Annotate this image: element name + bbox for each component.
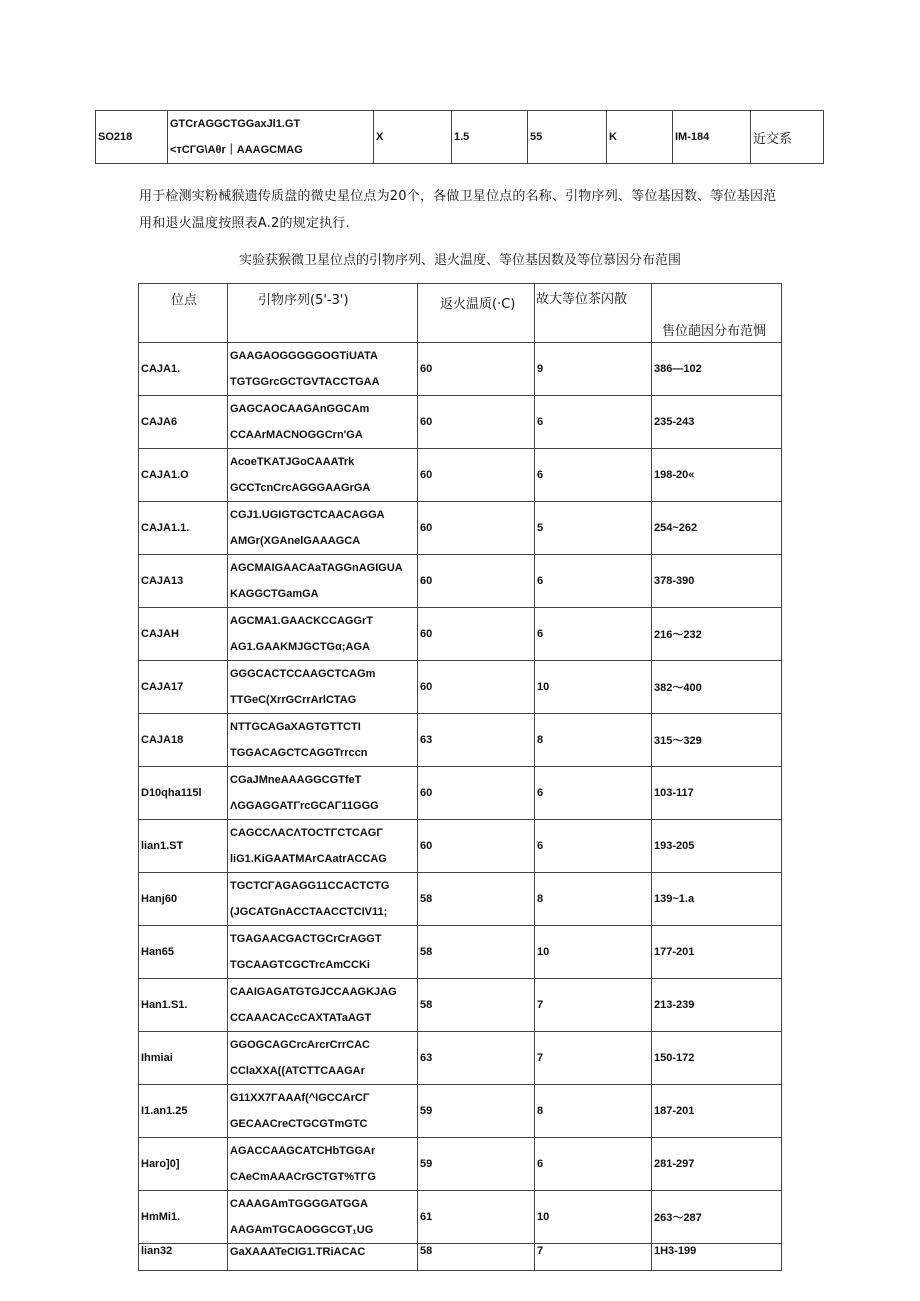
table-row [139, 396, 782, 449]
primer-sequence-cell [228, 1032, 418, 1085]
primer-line-2: <тCГG\Aθr｜AAAGCMAG [170, 144, 303, 156]
table-row [139, 979, 782, 1032]
primer-line-2: GCCTcnCrcAGGGAAGrGA [230, 482, 371, 494]
primer-sequence-cell [228, 449, 418, 502]
primer-line-2: TGCAAGTCGCTrcAmCCKi [230, 959, 370, 971]
allele-count-cell: 8 [535, 1085, 652, 1138]
microsatellite-table [138, 283, 782, 1271]
primer-line-2: ΛGGAGGATΓrcGCAΓ11GGG [230, 800, 379, 812]
table-row [139, 714, 782, 767]
primer-sequence-cell [228, 926, 418, 979]
table-row [139, 926, 782, 979]
primer-sequence-cell [168, 111, 374, 164]
table-caption: 实验获猴微卫星位点的引物序列、退火温度、等位基因数及等位慕因分布范围 [238, 253, 681, 268]
locus-cell: CAJA1. [139, 343, 228, 396]
allele-range-cell: 1H3-199 [652, 1244, 782, 1271]
primer-sequence-cell [228, 608, 418, 661]
locus-cell: CAJA1.1. [139, 502, 228, 555]
locus-cell: CAJA18 [139, 714, 228, 767]
table-cell: K [607, 111, 673, 164]
annealing-temp-cell: 58 [418, 979, 535, 1032]
allele-count-cell: 10 [535, 1191, 652, 1244]
table-row [139, 1138, 782, 1191]
primer-line-2: KAGGCTGamGA [230, 588, 319, 600]
primer-sequence-cell [228, 873, 418, 926]
allele-count-cell: 8 [535, 873, 652, 926]
primer-sequence-cell [228, 979, 418, 1032]
table-cell: X [374, 111, 452, 164]
locus-cell: Han65 [139, 926, 228, 979]
allele-count-cell: 6 [535, 396, 652, 449]
allele-count-cell: 7 [535, 979, 652, 1032]
primer-line-2: CCAAACACcCAXTATaAGT [230, 1012, 372, 1024]
header-range: 售位葩因分布范惆 [652, 284, 782, 343]
allele-count-cell: 6 [535, 820, 652, 873]
table-row [139, 873, 782, 926]
primer-line-2: GECAACreCTGCGTmGTC [230, 1118, 368, 1130]
header-alleles: 故大等位茶闪散 [535, 284, 652, 343]
table-row [139, 820, 782, 873]
locus-cell: HmMi1. [139, 1191, 228, 1244]
allele-count-cell: 10 [535, 926, 652, 979]
primer-sequence-cell [228, 1085, 418, 1138]
primer-line-1: NTTGCAGaXAGTGTTCTI [230, 721, 361, 733]
table-cell: 近交系 [751, 111, 824, 164]
primer-line-1: CGJ1.UGIGTGCTCAACAGGA [230, 509, 385, 521]
locus-cell: CAJA13 [139, 555, 228, 608]
allele-range-cell: 382～400 [652, 661, 782, 714]
locus-cell: CAJA17 [139, 661, 228, 714]
primer-sequence-cell [228, 820, 418, 873]
allele-range-cell: 315～329 [652, 714, 782, 767]
annealing-temp-cell: 63 [418, 1032, 535, 1085]
primer-line-1: G11XX7ΓAAAf(^IGCCArCΓ [230, 1092, 370, 1104]
locus-cell: I1.an1.25 [139, 1085, 228, 1138]
primer-sequence-cell [228, 1244, 418, 1271]
annealing-temp-cell: 63 [418, 714, 535, 767]
table-row [139, 767, 782, 820]
allele-count-cell: 6 [535, 608, 652, 661]
allele-count-cell: 7 [535, 1032, 652, 1085]
primer-sequence-cell [228, 1138, 418, 1191]
annealing-temp-cell: 58 [418, 1244, 535, 1271]
allele-count-cell: 9 [535, 343, 652, 396]
primer-line-2: CAeCmAAACrGCTGT%TΓG [230, 1171, 376, 1183]
allele-range-cell: 213-239 [652, 979, 782, 1032]
allele-count-cell: 6 [535, 1138, 652, 1191]
primer-line-1: TGAGAACGACTGCrCrAGGT [230, 933, 382, 945]
allele-range-cell: 378-390 [652, 555, 782, 608]
primer-line-2: (JGCATGnACCTAACCTCIV11; [230, 906, 388, 918]
annealing-temp-cell: 60 [418, 555, 535, 608]
table-row [139, 1032, 782, 1085]
allele-range-cell: 198-20« [652, 449, 782, 502]
primer-sequence-cell [228, 1191, 418, 1244]
locus-cell: lian32 [139, 1244, 228, 1271]
primer-line-1: CAAIGAGATGTGJCCAAGKJAG [230, 986, 397, 998]
primer-line-1: AcoeTKATJGoCAAATrk [230, 456, 355, 468]
annealing-temp-cell: 60 [418, 449, 535, 502]
locus-cell: D10qha115l [139, 767, 228, 820]
locus-cell: lian1.ST [139, 820, 228, 873]
primer-line-2: AMGr(XGAnelGAAAGCA [230, 535, 361, 547]
allele-range-cell: 281-297 [652, 1138, 782, 1191]
primer-line-1: GTCrAGGCTGGaxJl1.GT [170, 118, 301, 130]
primer-line-2: liG1.KiGAATMArCAatrACCAG [230, 853, 387, 865]
table-row [139, 449, 782, 502]
annealing-temp-cell: 58 [418, 873, 535, 926]
allele-count-cell: 8 [535, 714, 652, 767]
table-row [139, 1085, 782, 1138]
allele-range-cell: 139~1.a [652, 873, 782, 926]
table-row [139, 661, 782, 714]
table-row [139, 1191, 782, 1244]
primer-sequence-cell [228, 767, 418, 820]
top-table-fragment [95, 110, 824, 164]
annealing-temp-cell: 60 [418, 820, 535, 873]
table-row [139, 555, 782, 608]
header-temp: 返火温质(·C) [418, 284, 535, 343]
table-row [139, 343, 782, 396]
table-row [96, 111, 824, 164]
primer-line-1: CAAAGAmTGGGGATGGA [230, 1198, 368, 1210]
annealing-temp-cell: 59 [418, 1138, 535, 1191]
table-cell: 55 [528, 111, 607, 164]
allele-count-cell: 6 [535, 767, 652, 820]
annealing-temp-cell: 59 [418, 1085, 535, 1138]
allele-range-cell: 216～232 [652, 608, 782, 661]
primer-line-1: GAAGAOGGGGGOGTiUATA [230, 350, 378, 362]
table-header-row [139, 284, 782, 343]
primer-line-2: TGGACAGCTCAGGTrrccn [230, 747, 368, 759]
body-paragraph: 用于检测实粉械猴遗传质盘的微史星位点为20个，各做卫星位点的名称、引物序列、等位基因数、等位基因范用和退火温度按照表A.2的规定执行. [139, 189, 777, 231]
allele-range-cell: 235-243 [652, 396, 782, 449]
primer-sequence-cell [228, 555, 418, 608]
primer-sequence-cell [228, 714, 418, 767]
annealing-temp-cell: 58 [418, 926, 535, 979]
primer-line-1: AGCMA1.GAACKCCAGGrT [230, 615, 373, 627]
primer-line-2: TTGeC(XrrGCrrArlCTAG [230, 694, 357, 706]
locus-cell: Haro]0] [139, 1138, 228, 1191]
header-locus: 位点 [139, 284, 228, 343]
primer-line-1: AGACCAAGCATCHbTGGAr [230, 1145, 376, 1157]
annealing-temp-cell: 61 [418, 1191, 535, 1244]
allele-count-cell: 5 [535, 502, 652, 555]
locus-cell: SO218 [96, 111, 168, 164]
allele-count-cell: 7 [535, 1244, 652, 1271]
locus-cell: Ihmiai [139, 1032, 228, 1085]
primer-line-2: CClaXXA((ATCTTCAAGAr [230, 1065, 365, 1077]
primer-line-1: CGaJMneAAAGGCGTfeT [230, 774, 362, 786]
primer-sequence-cell [228, 502, 418, 555]
allele-range-cell: 177-201 [652, 926, 782, 979]
table-cell: IM-184 [673, 111, 751, 164]
allele-range-cell: 193-205 [652, 820, 782, 873]
table-cell: 1.5 [452, 111, 528, 164]
table-row [139, 1244, 782, 1271]
locus-cell: CAJA1.O [139, 449, 228, 502]
allele-range-cell: 386—102 [652, 343, 782, 396]
allele-count-cell: 6 [535, 449, 652, 502]
annealing-temp-cell: 60 [418, 396, 535, 449]
primer-line-2: AG1.GAAKMJGCTGα;AGA [230, 641, 370, 653]
allele-range-cell: 150-172 [652, 1032, 782, 1085]
annealing-temp-cell: 60 [418, 767, 535, 820]
primer-line-2: TGTGGrcGCTGVTACCTGAA [230, 376, 380, 388]
primer-line-1: AGCMAIGAACAaTAGGnAGIGUA [230, 562, 403, 574]
annealing-temp-cell: 60 [418, 343, 535, 396]
allele-count-cell: 6 [535, 555, 652, 608]
primer-line-1: GAGCAOCAAGAnGGCAm [230, 403, 370, 415]
annealing-temp-cell: 60 [418, 661, 535, 714]
allele-count-cell: 10 [535, 661, 652, 714]
primer-line-2: CCAArMACNOGGCrn'GA [230, 429, 363, 441]
allele-range-cell: 263～287 [652, 1191, 782, 1244]
locus-cell: Hanj60 [139, 873, 228, 926]
primer-sequence-cell [228, 343, 418, 396]
allele-range-cell: 103-117 [652, 767, 782, 820]
locus-cell: CAJAH [139, 608, 228, 661]
annealing-temp-cell: 60 [418, 502, 535, 555]
primer-sequence-cell [228, 661, 418, 714]
primer-line-1: CAGCCΛACΛTOCTΓCTCAGΓ [230, 827, 383, 839]
primer-line-1: GGGCACTCCAAGCTCAGm [230, 668, 376, 680]
allele-range-cell: 254~262 [652, 502, 782, 555]
table-row [139, 608, 782, 661]
primer-line-1: GGOGCAGCrcArcrCrrCAC [230, 1039, 370, 1051]
header-primer: 引物序列(5'-3') [228, 284, 418, 343]
allele-range-cell: 187-201 [652, 1085, 782, 1138]
table-row [139, 502, 782, 555]
locus-cell: CAJA6 [139, 396, 228, 449]
primer-sequence-cell [228, 396, 418, 449]
locus-cell: Han1.S1. [139, 979, 228, 1032]
primer-line-1: GaXAAATeCIG1.TRiACAC [230, 1246, 366, 1258]
primer-line-1: TGCTCΓAGAGG11CCACTCTG [230, 880, 390, 892]
annealing-temp-cell: 60 [418, 608, 535, 661]
primer-line-2: AAGAmTGCAOGGCGT₁UG [230, 1224, 374, 1236]
